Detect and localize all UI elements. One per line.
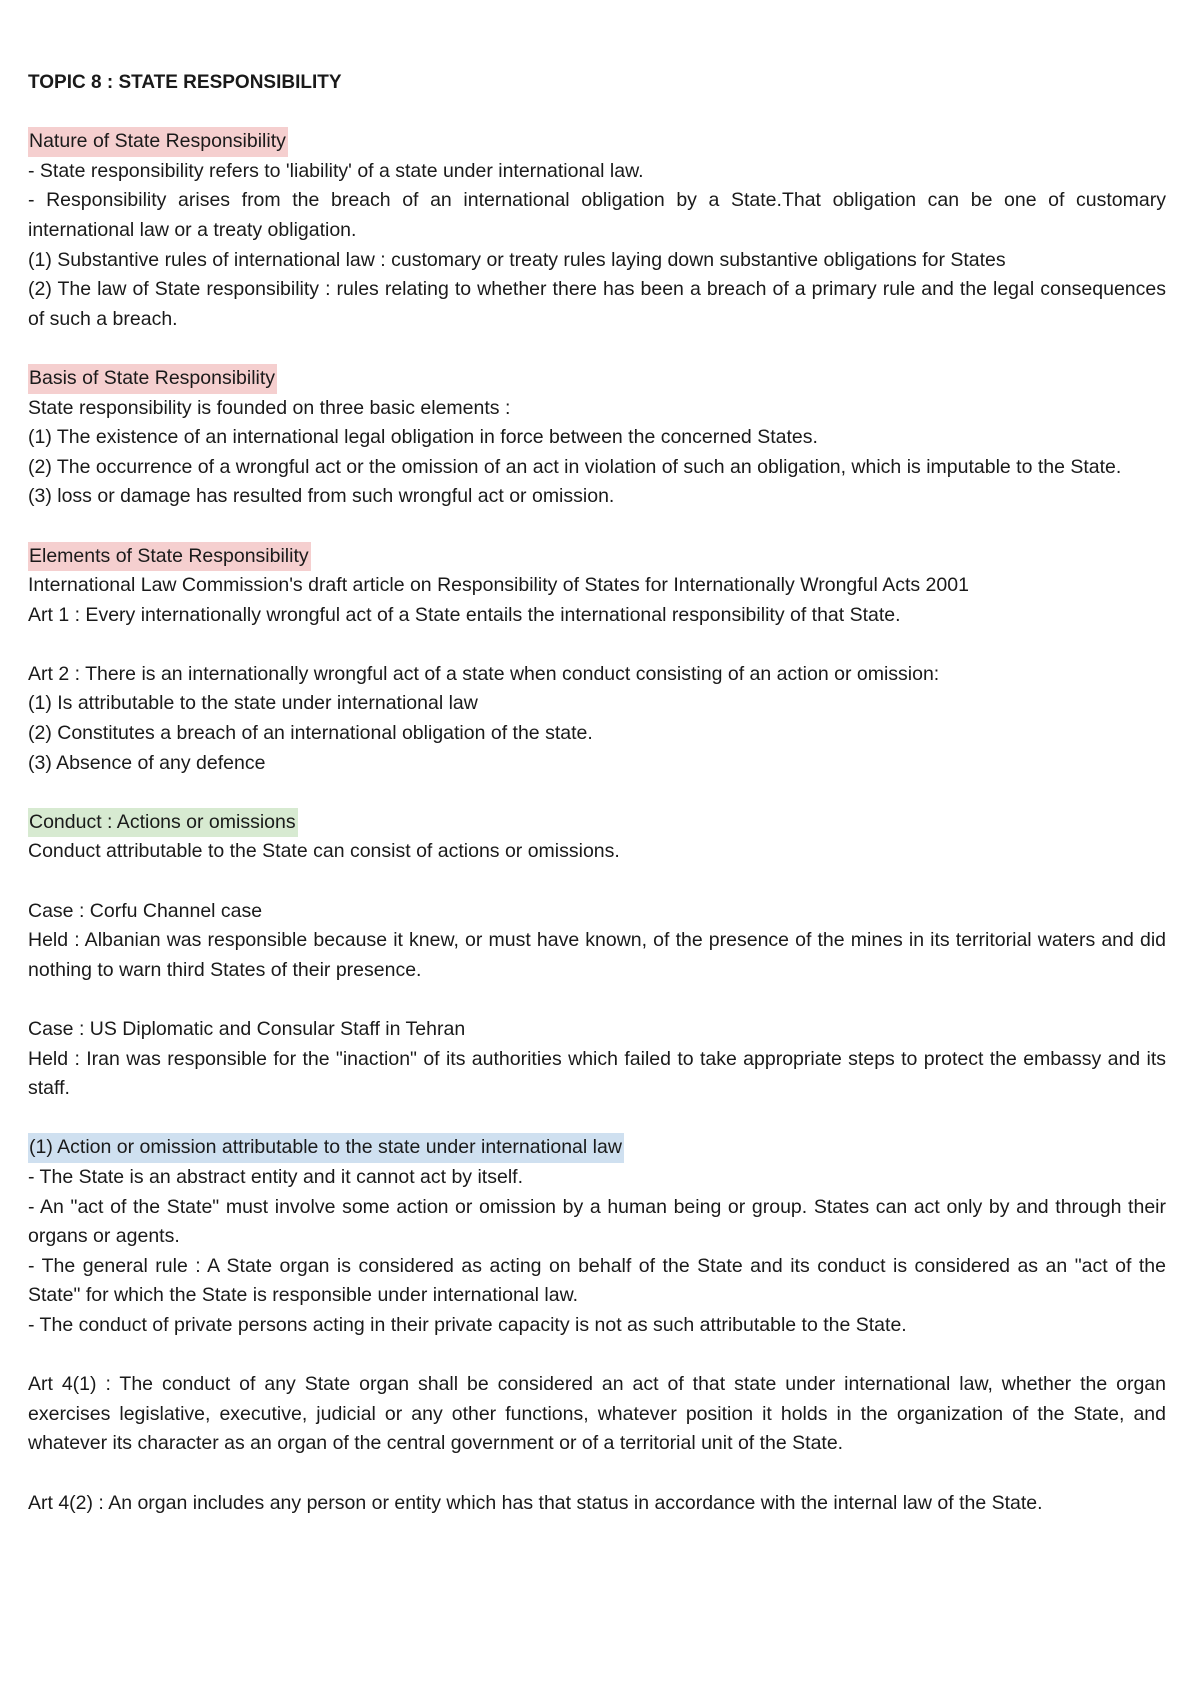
spacer [28,1459,1166,1489]
section-attributable [28,1133,1166,1163]
attributable-line-4: - The conduct of private persons acting in their private capacity is not as such attributable to the State. [28,1313,907,1336]
spacer [28,867,1166,897]
spacer [28,1341,1166,1371]
nature-line-3: (1) Substantive rules of international law : customary or treaty rules laying down substantive obligations for States [28,248,1006,271]
section-nature [28,127,1166,157]
heading-elements: Elements of State Responsibility [28,542,311,572]
basis-line-2: (1) The existence of an international legal obligation in force between the concerned States. [28,426,818,449]
art2-line-3: (2) Constitutes a breach of an international obligation of the state. [28,722,593,745]
attributable-line-3: - The general rule : A State organ is considered as acting on behalf of the State and its conduct is considered as an "act of the State" for which the State is responsible under international law. [28,1254,1166,1307]
page-title: TOPIC 8 : STATE RESPONSIBILITY [28,72,342,93]
spacer [28,512,1166,542]
attributable-line-2: - An "act of the State" must involve some action or omission by a human being or group. States can act only by and through their organs or agents. [28,1195,1166,1248]
art2-line-1: Art 2 : There is an internationally wrongful act of a state when conduct consisting of an action or omission: [28,662,940,685]
art2-line-2: (1) Is attributable to the state under international law [28,692,478,715]
heading-conduct: Conduct : Actions or omissions [28,808,298,838]
heading-basis: Basis of State Responsibility [28,364,277,394]
basis-line-4: (3) loss or damage has resulted from such wrongful act or omission. [28,485,615,508]
section-conduct [28,808,1166,838]
spacer [28,1104,1166,1134]
held-tehran: Held : Iran was responsible for the "inaction" of its authorities which failed to take appropriate steps to protect the embassy and its staff. [28,1047,1166,1100]
spacer [28,98,1166,128]
spacer [28,985,1166,1015]
conduct-line: Conduct attributable to the State can consist of actions or omissions. [28,840,620,863]
basis-line-3: (2) The occurrence of a wrongful act or the omission of an act in violation of such an obligation, which is imputable to the State. [28,455,1122,478]
spacer [28,630,1166,660]
spacer [28,334,1166,364]
heading-attributable: (1) Action or omission attributable to the state under international law [28,1133,624,1163]
art2-line-4: (3) Absence of any defence [28,751,266,774]
nature-line-1: - State responsibility refers to 'liability' of a state under international law. [28,159,644,182]
elements-line-1: International Law Commission's draft article on Responsibility of States for Internationally Wrongful Acts 2001 [28,574,969,597]
section-basis [28,364,1166,394]
nature-line-2: - Responsibility arises from the breach of an international obligation by a State.That obligation can be one of customary international law or a treaty obligation. [28,189,1166,241]
basis-line-1: State responsibility is founded on three basic elements : [28,396,511,419]
art4-2: Art 4(2) : An organ includes any person or entity which has that status in accordance with the internal law of the State. [28,1491,1043,1514]
art4-1: Art 4(1) : The conduct of any State organ shall be considered an act of that state under international law, whether the organ exercises legislative, executive, judicial or any other functions, whatever position it holds in the organization of the State, and whatever its character as an organ of the central government or of a territorial unit of the State. [28,1373,1166,1455]
section-elements [28,542,1166,572]
case-tehran: Case : US Diplomatic and Consular Staff in Tehran [28,1018,466,1040]
spacer [28,778,1166,808]
heading-nature: Nature of State Responsibility [28,127,288,157]
held-corfu: Held : Albanian was responsible because it knew, or must have known, of the presence of the mines in its territorial waters and did nothing to warn third States of their presence. [28,929,1166,981]
nature-line-4: (2) The law of State responsibility : rules relating to whether there has been a breach of a primary rule and the legal consequences of such a breach. [28,278,1166,330]
case-corfu: Case : Corfu Channel case [28,899,263,922]
attributable-line-1: - The State is an abstract entity and it cannot act by itself. [28,1165,523,1188]
elements-line-2: Art 1 : Every internationally wrongful act of a State entails the international responsibility of that State. [28,603,901,626]
